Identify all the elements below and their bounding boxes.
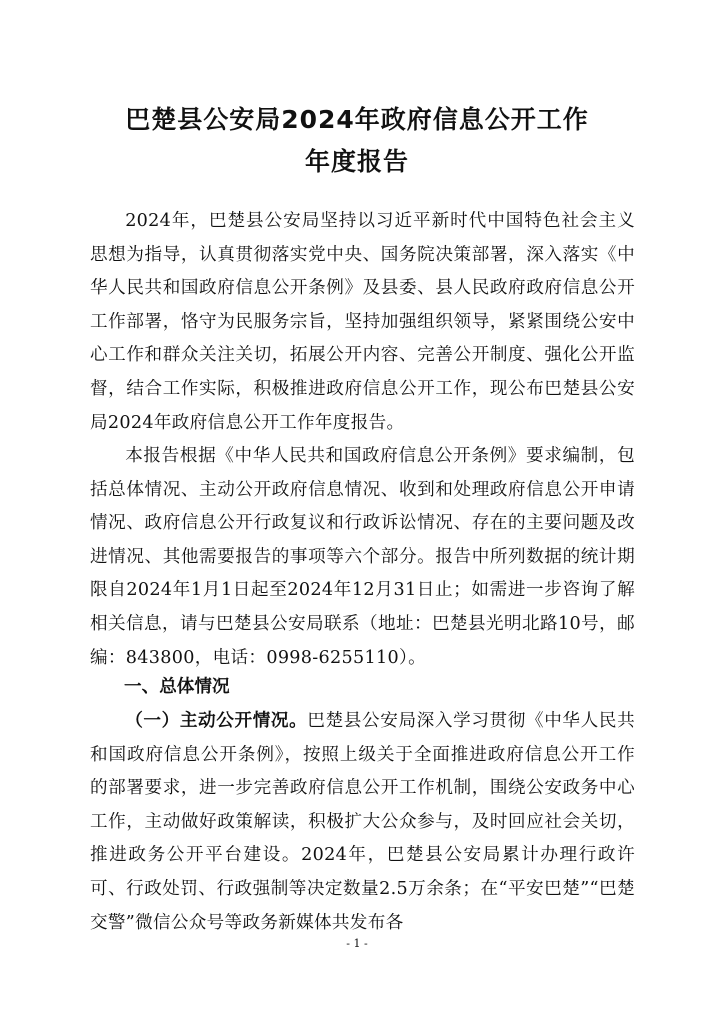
subsection-text: 巴楚县公安局深入学习贯彻《中华人民共和国政府信息公开条例》，按照上级关于全面推进政府信息公开工作的部署要求，进一步完善政府信息公开工作机制，围绕公安政务中心工作，主动做好政策解读，积极扩大公众参与，及时回应社会关切，推进政务公开平台建设。2024年，巴楚县公安局累计办理行政许可、行政处罚、行政强制等决定数量2.5万余条；在“平安巴楚”“巴楚交警”微信公众号等政务新媒体共发布各 — [90, 711, 635, 933]
subsection-lead: （一）主动公开情况。 — [125, 711, 308, 731]
active-disclosure-paragraph — [90, 705, 635, 940]
scope-paragraph: 本报告根据《中华人民共和国政府信息公开条例》要求编制，包括总体情况、主动公开政府信息情况、收到和处理政府信息公开申请情况、政府信息公开行政复议和行政诉讼情况、存在的主要问题及改进情况、其他需要报告的事项等六个部分。报告中所列数据的统计期限自2024年1月1日起至2024年12月31日止；如需进一步咨询了解相关信息，请与巴楚县公安局联系（地址：巴楚县光明北路10号，邮编：843800，电话：0998-6255110）。 — [90, 446, 635, 668]
document-title-line1: 巴楚县公安局2024年政府信息公开工作 — [125, 105, 589, 134]
document-title-line2: 年度报告 — [304, 147, 409, 176]
intro-paragraph: 2024年，巴楚县公安局坚持以习近平新时代中国特色社会主义思想为指导，认真贯彻落实党中央、国务院决策部署，深入落实《中华人民共和国政府信息公开条例》及县委、县人民政府政府信息公开工作部署，恪守为民服务宗旨，坚持加强组织领导，紧紧围绕公安中心工作和群众关注关切，拓展公开内容、完善公开制度、强化公开监督，结合工作实际，积极推进政府信息公开工作，现公布巴楚县公安局2024年政府信息公开工作年度报告。 — [90, 211, 635, 433]
section-heading-overview: 一、总体情况 — [124, 677, 230, 697]
page-number: - 1 - — [346, 937, 368, 950]
